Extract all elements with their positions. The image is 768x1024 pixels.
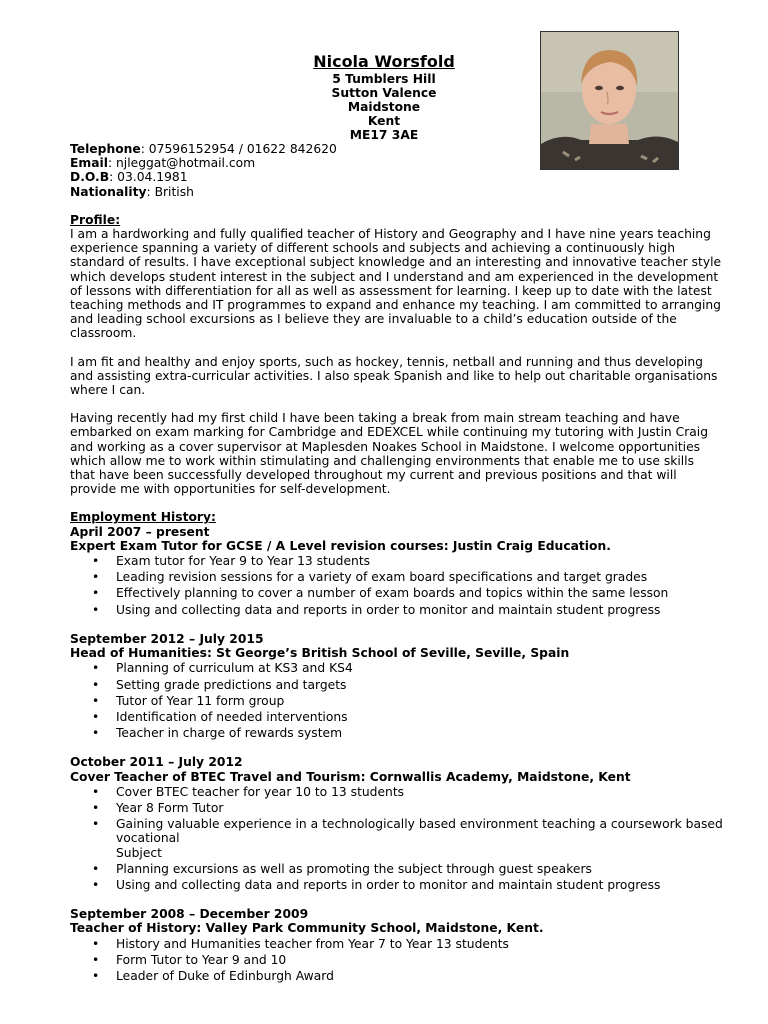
list-item xyxy=(70,585,760,601)
contact-value: : British xyxy=(146,184,194,199)
job-dates: September 2008 – December 2009 xyxy=(70,907,309,922)
job-duties xyxy=(70,784,760,893)
list-item xyxy=(70,602,760,618)
bullet-icon: • xyxy=(92,877,100,892)
address-line: Kent xyxy=(367,114,401,128)
duty-text: History and Humanities teacher from Year 7 to Year 13 students xyxy=(116,936,509,951)
duty-text: Exam tutor for Year 9 to Year 13 students xyxy=(116,554,371,569)
profile-paragraph xyxy=(70,227,760,341)
address-line: Sutton Valence xyxy=(331,86,437,100)
contact-nationality xyxy=(70,185,760,199)
bullet-icon: • xyxy=(92,661,100,676)
text-line: I am fit and healthy and enjoy sports, such as hockey, tennis, netball and running and thus developing xyxy=(70,354,703,369)
bullet-icon: • xyxy=(92,709,100,724)
text-line: which develops student interest in the subject and I understand and am experienced in the development xyxy=(70,269,719,284)
profile-heading: Profile: xyxy=(70,212,121,227)
list-item xyxy=(70,936,760,952)
bullet-icon: • xyxy=(92,602,100,617)
contact-email xyxy=(70,156,760,170)
job-title: Teacher of History: Valley Park Community School, Maidstone, Kent. xyxy=(70,921,544,936)
bullet-icon: • xyxy=(92,936,100,951)
cv-header xyxy=(0,52,768,142)
contact-label: D.O.B xyxy=(70,170,110,185)
list-item xyxy=(70,553,760,569)
bullet-icon: • xyxy=(92,693,100,708)
duty-text: Tutor of Year 11 form group xyxy=(116,693,285,708)
text-line: which allow me to work within stimulating and challenging environments that enable me to use skills xyxy=(70,453,695,468)
job-duties xyxy=(70,553,760,618)
contact-dob xyxy=(70,170,760,184)
job-entry xyxy=(70,907,760,984)
profile-paragraph xyxy=(70,411,760,496)
contact-value: : 03.04.1981 xyxy=(109,170,188,185)
contact-label: Telephone xyxy=(70,142,141,156)
job-dates: April 2007 – present xyxy=(70,524,210,539)
job-entry xyxy=(70,632,760,741)
bullet-icon: • xyxy=(92,968,100,983)
text-line: I am a hardworking and fully qualified teacher of History and Geography and I have nine years teaching xyxy=(70,227,711,242)
duty-text: Planning of curriculum at KS3 and KS4 xyxy=(116,661,353,676)
address-line: Maidstone xyxy=(347,100,421,114)
text-line: of lessons with differentiation for all as well as assessment for learning. I keep up to date with the latest xyxy=(70,283,712,298)
job-title: Cover Teacher of BTEC Travel and Tourism: Cornwallis Academy, Maidstone, Kent xyxy=(70,769,631,784)
duty-text: Planning excursions as well as promoting the subject through guest speakers xyxy=(116,861,592,876)
text-line: and working as a cover supervisor at Maplesden Noakes School in Maidstone. I welcome opportunities xyxy=(70,439,701,454)
text-line: and assisting extra-curricular activities. I also speak Spanish and like to help out charitable organisations xyxy=(70,368,718,383)
list-item xyxy=(70,968,760,984)
bullet-icon: • xyxy=(92,586,100,601)
duty-text: Leading revision sessions for a variety of exam board specifications and target grades xyxy=(116,570,648,585)
text-line: teaching methods and IT programmes to expand and enhance my teaching. I am committed to arranging xyxy=(70,298,721,313)
job-dates: September 2012 – July 2015 xyxy=(70,631,264,646)
list-item xyxy=(70,660,760,676)
job-entry xyxy=(70,755,760,893)
text-line: embarked on exam marking for Cambridge and EDEXCEL while continuing my tutoring with Justin Craig xyxy=(70,425,709,440)
profile-paragraph xyxy=(70,355,760,398)
duty-text: Year 8 Form Tutor xyxy=(116,800,224,815)
list-item xyxy=(70,569,760,585)
duty-text: Using and collecting data and reports in order to monitor and maintain student progress xyxy=(116,602,661,617)
contact-label: Email xyxy=(70,156,108,171)
text-line: provide me with opportunities for self-development. xyxy=(70,482,391,497)
text-line: standard of results. I have exceptional subject knowledge and an interesting and innovative teacher style xyxy=(70,255,722,270)
job-dates: October 2011 – July 2012 xyxy=(70,755,243,770)
contact-value: : 07596152954 / 01622 842620 xyxy=(140,142,337,156)
duty-text: Effectively planning to cover a number of exam boards and topics within the same lesson xyxy=(116,586,669,601)
duty-text: Leader of Duke of Edinburgh Award xyxy=(116,968,334,983)
address-line: ME17 3AE xyxy=(349,128,419,142)
list-item xyxy=(70,677,760,693)
list-item xyxy=(70,952,760,968)
bullet-icon: • xyxy=(92,677,100,692)
job-title: Expert Exam Tutor for GCSE / A Level revision courses: Justin Craig Education. xyxy=(70,538,611,553)
duty-text: Cover BTEC teacher for year 10 to 13 students xyxy=(116,784,405,799)
bullet-icon: • xyxy=(92,554,100,569)
duty-text: Using and collecting data and reports in order to monitor and maintain student progress xyxy=(116,877,661,892)
bullet-icon: • xyxy=(92,726,100,741)
address-line: 5 Tumblers Hill xyxy=(332,72,436,86)
cv-body xyxy=(70,142,760,984)
contact-details xyxy=(70,142,760,199)
bullet-icon: • xyxy=(92,952,100,967)
contact-value: : njleggat@hotmail.com xyxy=(107,156,256,171)
list-item xyxy=(70,693,760,709)
bullet-icon: • xyxy=(92,570,100,585)
job-duties xyxy=(70,936,760,985)
text-line: and leading school excursions as I believe they are invaluable to a child’s education outside of the xyxy=(70,312,677,327)
job-entry xyxy=(70,525,760,618)
text-line: that have been successfully developed throughout my current and previous positions and that will xyxy=(70,468,677,483)
list-item xyxy=(70,725,760,741)
duty-text: Setting grade predictions and targets xyxy=(116,677,347,692)
bullet-icon: • xyxy=(92,800,100,815)
list-item xyxy=(70,800,760,816)
list-item xyxy=(70,877,760,893)
duty-text: Gaining valuable experience in a technologically based environment teaching a coursework based vocational Subject xyxy=(116,817,723,860)
employment-heading: Employment History: xyxy=(70,510,216,525)
list-item xyxy=(70,784,760,800)
bullet-icon: • xyxy=(92,861,100,876)
list-item xyxy=(70,816,760,861)
contact-label: Nationality xyxy=(70,184,147,199)
duty-text: Identification of needed interventions xyxy=(116,709,348,724)
text-line: experience spanning a variety of different schools and subjects and achieving a continuously high xyxy=(70,241,675,256)
duty-text: Form Tutor to Year 9 and 10 xyxy=(116,952,287,967)
list-item xyxy=(70,861,760,877)
contact-telephone xyxy=(70,142,760,156)
text-line: where I can. xyxy=(70,383,146,398)
bullet-icon: • xyxy=(92,817,100,832)
text-line: classroom. xyxy=(70,326,137,341)
list-item xyxy=(70,709,760,725)
text-line: Having recently had my first child I have been taking a break from main stream teaching and have xyxy=(70,411,680,426)
job-duties xyxy=(70,660,760,741)
duty-text: Teacher in charge of rewards system xyxy=(116,726,343,741)
candidate-name: Nicola Worsfold xyxy=(313,52,455,71)
job-title: Head of Humanities: St George’s British School of Seville, Seville, Spain xyxy=(70,646,570,661)
bullet-icon: • xyxy=(92,784,100,799)
